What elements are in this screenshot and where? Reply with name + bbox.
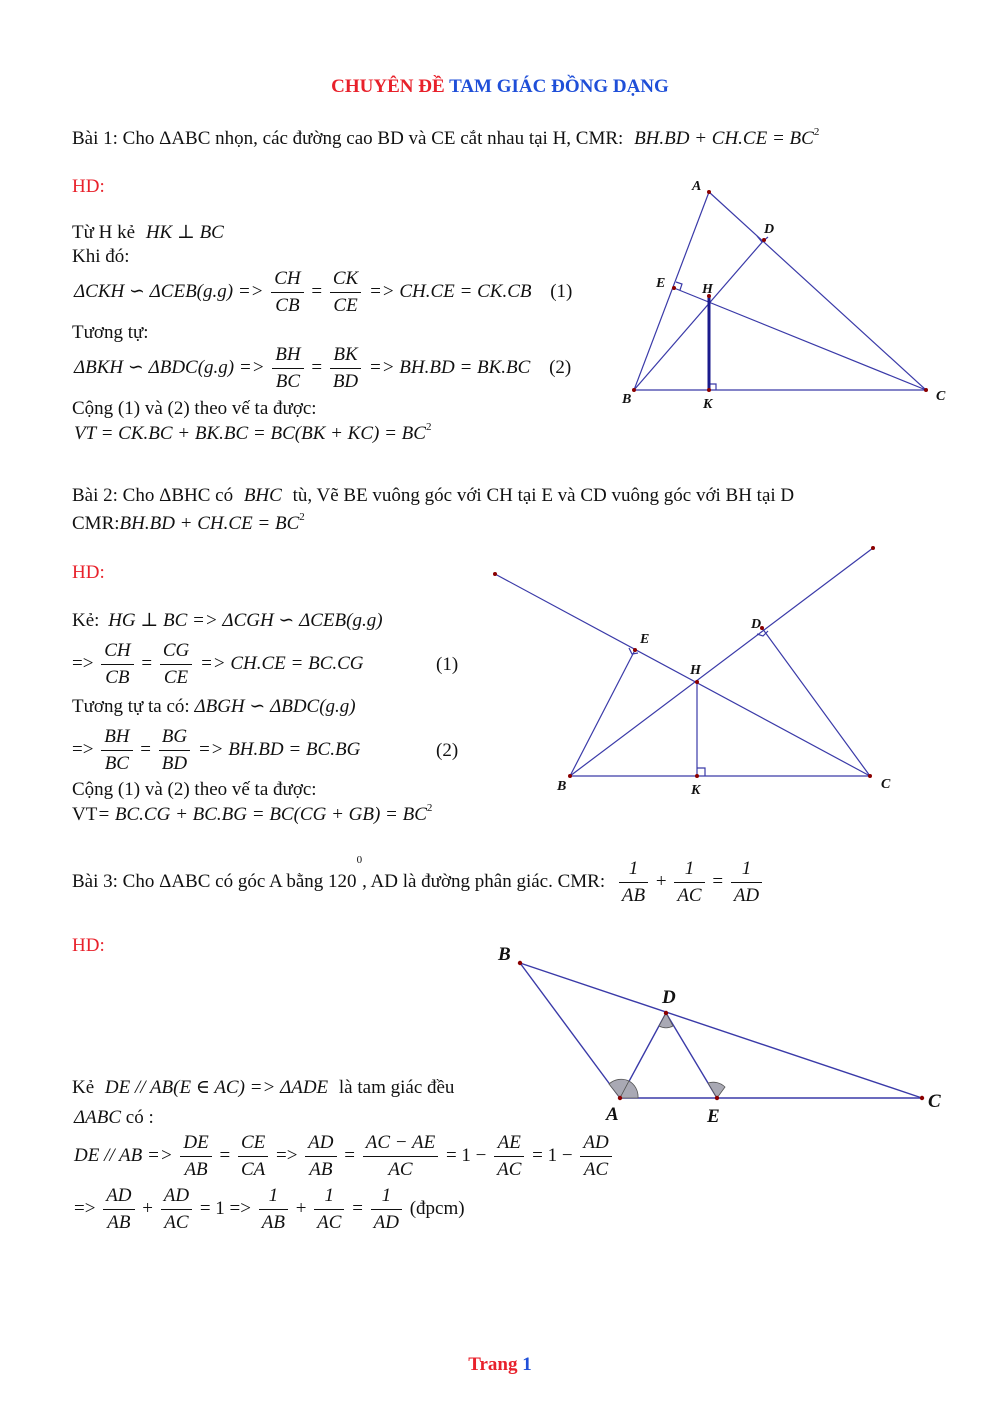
bai2-vt: $VT= BC.CG + BC.BG = BC(CG + GB) = BC^2$ <box>72 802 433 825</box>
bai3-hd-label: HD: <box>72 935 105 956</box>
bai2-eq2: => $\frac{BH}{BC}$ = $\frac{BG}{BD}$ => BH.BD = BC.BG <box>72 726 361 774</box>
label-B: B <box>557 779 567 794</box>
label-H: H <box>690 663 701 678</box>
bai2-problem: Bài 2: Cho ΔBHC có BHC tù, Vẽ BE vuông góc với CH tại E và CD vuông góc với BH tại D <box>72 485 795 506</box>
bai3-eq1: DE // AB => $\frac{DE}{AB}$ = $\frac{CE}{CA}$ => $\frac{AD}{AB}$ = $\frac{AC - AE}{AC}$ = 1 − $\frac{AE}{AC}$ = 1 − $\frac{AD}{AC}$ <box>74 1130 615 1183</box>
bai3-eq2: => $\frac{AD}{AB}$ + $\frac{AD}{AC}$ = 1 => $\frac{1}{AB}$ + $\frac{1}{AC}$ = $\frac{1}{AD}$ (đpcm) <box>74 1185 465 1233</box>
label-B: B <box>498 944 511 965</box>
bai1-hd-label: HD: <box>72 176 105 197</box>
label-E: E <box>707 1106 720 1127</box>
bai2-hd-label: HD: <box>72 562 105 583</box>
bai1-eq1: ΔCKH ∽ ΔCEB(g.g) => $\frac{CH}{CB}$ = $\frac{CK}{CE}$ => CH.CE = CK.CB (1) <box>74 268 573 316</box>
bai1-vt: VT = $CK.BC + BK.BC = BC(BK + KC) = BC^2$ <box>74 421 432 444</box>
bai3-abc: ΔABC có : <box>74 1107 154 1128</box>
bai3-problem: Bài 3: Cho ΔABC có góc A bằng $120^0$, AD là đường phân giác. CMR: $\frac{1}{AB}$ + $\frac{1}{AC}$ = $\frac{1}{AD}$ <box>72 856 765 909</box>
bai3-step1: Kẻ DE // AB(E ∈ AC) => ΔADE là tam giác đều <box>72 1077 455 1098</box>
bai2-step2: Tương tự ta có: ΔBGH ∽ ΔBDC(g.g) <box>72 696 356 717</box>
label-A: A <box>692 179 702 194</box>
label-E: E <box>656 276 666 291</box>
bai3-figure <box>490 935 960 1135</box>
label-E: E <box>640 632 650 647</box>
bai2-n1: (1) <box>436 654 459 675</box>
bai1-problem: Bài 1: Cho ΔABC nhọn, các đường cao BD và CE cắt nhau tại H, CMR: $BH.BD + CH.CE = BC^2$ <box>72 126 820 149</box>
label-K: K <box>703 397 713 412</box>
label-H: H <box>702 282 713 297</box>
bai1-step1: Từ H kẻ HK ⊥ BC <box>72 222 224 243</box>
bai1-tuong-tu: Tương tự: <box>72 322 149 343</box>
bai1-eq2: ΔBKH ∽ ΔBDC(g.g) => $\frac{BH}{BC}$ = $\frac{BK}{BD}$ => BH.BD = BK.BC (2) <box>74 344 572 392</box>
page-footer: Trang 1 <box>468 1354 532 1375</box>
label-D: D <box>764 222 775 237</box>
bai1-figure <box>610 170 960 415</box>
label-C: C <box>928 1091 941 1112</box>
label-D: D <box>751 617 762 632</box>
bai2-step1: Kẻ: HG ⊥ BC => ΔCGH ∽ ΔCEB(g.g) <box>72 610 383 631</box>
bai2-cmr: CMR:BH.BD + $CH.CE = BC^2$ <box>72 511 305 534</box>
bai2-cong: Cộng (1) và (2) theo vế ta được: <box>72 779 317 800</box>
bai1-khi-do: Khi đó: <box>72 246 130 267</box>
label-C: C <box>936 389 946 404</box>
label-D: D <box>662 987 676 1008</box>
bai2-n2: (2) <box>436 740 459 761</box>
label-K: K <box>691 783 701 798</box>
label-C: C <box>881 777 891 792</box>
bai1-cong: Cộng (1) và (2) theo vế ta được: <box>72 398 317 419</box>
label-A: A <box>606 1104 619 1125</box>
bai2-figure <box>485 540 895 805</box>
bai2-eq1: => $\frac{CH}{CB}$ = $\frac{CG}{CE}$ => CH.CE = BC.CG <box>72 640 364 688</box>
label-B: B <box>622 392 632 407</box>
page-title: CHUYÊN ĐỀ TAM GIÁC ĐỒNG DẠNG <box>331 76 669 97</box>
